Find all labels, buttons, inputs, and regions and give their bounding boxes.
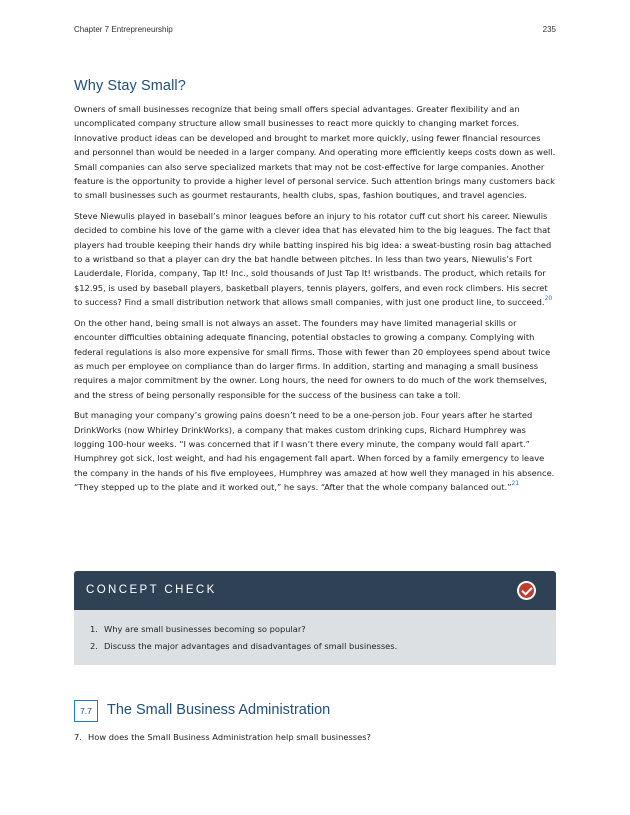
list-item [90, 621, 540, 638]
paragraph-text: On the other hand, being small is not always an asset. The founders may have limited managerial skills or encounter difficulties obtaining adequate financing, potential obstacles to growing a company. Complying with federal regulations is also more expensive for small firms. Those with fewer than 20 employees spend about twice as much per employee on compliance than do larger firms. In addition, starting and managing a small business requires a major commitment by the owner. Long hours, the need for owners to do much of the work themselves, and the stress of being personally responsible for the success of the business can take a toll. [74, 317, 551, 400]
chapter-title: Chapter 7 Entrepreneurship [74, 25, 173, 34]
footnote-link-21[interactable]: 21 [511, 480, 520, 488]
paragraph-text: But managing your company’s growing pains doesn’t need to be a one-person job. Four years after he started DrinkWorks (now Whirley DrinkWorks), a company that makes custom drinking cups, Richard Humphrey was logging 100-hour weeks. “I was concerned that if I wasn’t there every minute, the company would fall apart.” Humphrey got sick, lost weight, and had his engagement fall apart. When forced by a family emergency to leave the company in the hands of his five employees, Humphrey was amazed at how well they managed in his absence. “They stepped up to the plate and it worked out,” he says. “After that the whole company balanced out.” [74, 410, 555, 493]
page-header [74, 25, 556, 39]
section-number-badge: 7.7 [74, 700, 98, 722]
concept-check-list [74, 610, 556, 665]
concept-check-title: CONCEPT CHECK [86, 584, 217, 596]
list-item-text: Discuss the major advantages and disadvantages of small businesses. [104, 641, 398, 651]
main-content [74, 78, 558, 501]
paragraph-3 [74, 316, 558, 402]
footnote-link-20[interactable]: 20 [544, 295, 553, 303]
paragraph-2 [74, 209, 558, 310]
list-item-number: 1. [90, 624, 98, 634]
paragraph-text: Owners of small businesses recognize that being small offers special advantages. Greater flexibility and an uncomplicated company structure allow small businesses to react more quickly to changing market forces. Innovative product ideas can be developed and brought to market more quickly, using fewer financial resources and personnel than would be needed in a larger company. And operating more efficiently keeps costs down as well. Small companies can also serve specialized markets that may not be cost-effective for large companies. Another feature is the opportunity to provide a higher level of personal service. Such attention brings many customers back to small businesses such as gourmet restaurants, health clubs, spas, fashion boutiques, and travel agencies. [74, 104, 556, 201]
paragraph-4 [74, 408, 558, 494]
learning-objective [74, 732, 371, 742]
list-item-text: Why are small businesses becoming so popular? [104, 624, 306, 634]
section-heading: Why Stay Small? [74, 78, 186, 94]
learning-objective-number: 7. [74, 732, 82, 742]
list-item-number: 2. [90, 641, 98, 651]
concept-check-header [74, 571, 556, 610]
list-item [90, 638, 540, 655]
learning-objective-text: How does the Small Business Administration help small businesses? [88, 732, 371, 742]
concept-check-box [74, 571, 556, 665]
paragraph-1 [74, 102, 558, 203]
checkmark-circle-icon [517, 581, 536, 600]
subsection-title: The Small Business Administration [107, 702, 331, 718]
page-number: 235 [542, 25, 556, 34]
paragraph-text: Steve Niewulis played in baseball’s minor leagues before an injury to his rotator cuff cut short his career. Niewulis decided to combine his love of the game with a clever idea that has elevated him to the big leagues. The fact that players had trouble keeping their hands dry while batting inspired his big idea: a sweat-busting rosin bag attached to a wristband so that a player can dry the bat handle between pitches. In less than two years, Niewulis’s Fort Lauderdale, Florida, company, Tap It! Inc., sold thousands of Just Tap It! wristbands. The product, which retails for $12.95, is used by baseball players, basketball players, tennis players, golfers, and even rock climbers. His secret to success? Find a small distribution network that allows small companies, with just one product line, to succeed. [74, 210, 552, 308]
